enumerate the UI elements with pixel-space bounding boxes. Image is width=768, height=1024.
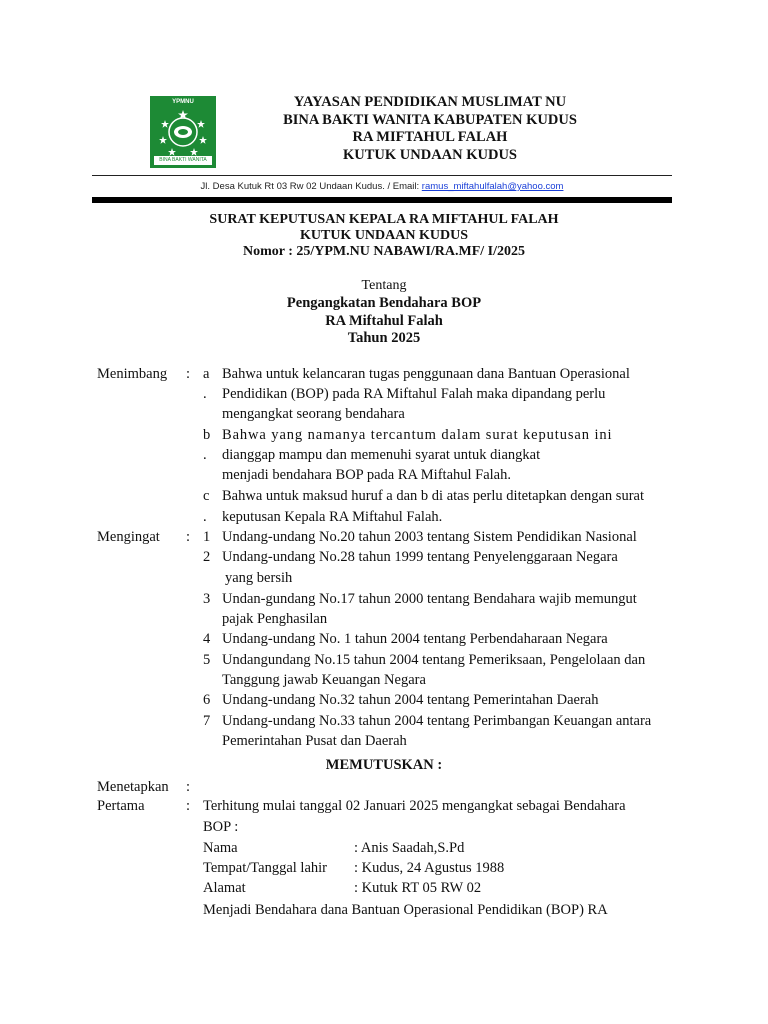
menimbang-c-line-2: keputusan Kepala RA Miftahul Falah. [222,509,443,525]
mengingat-5-line-1: Undangundang No.15 tahun 2004 tentang Pemeriksaan, Pengelolaan dan [222,652,646,668]
menimbang-marker-a: a [203,366,210,382]
menetapkan-label: Menetapkan [97,779,169,795]
mengingat-2-line-1: Undang-undang No.28 tahun 1999 tentang Penyelenggaraan Negara [222,549,618,565]
field-ttl-label: Tempat/Tanggal lahir [203,860,327,876]
pertama-line-1: Terhitung mulai tanggal 02 Januari 2025 mengangkat sebagai Bendahara [203,798,626,814]
mengingat-marker-7: 7 [203,713,211,729]
mengingat-1-line-1: Undang-undang No.20 tahun 2003 tentang Sistem Pendidikan Nasional [222,529,637,545]
email-link[interactable]: ramus_miftahulfalah@yahoo.com [421,181,564,192]
mengingat-3-line-1: Undan-gundang No.17 tahun 2000 tentang Bendahara wajib memungut [222,591,637,607]
mengingat-marker-3: 3 [203,591,211,607]
mengingat-4-line-1: Undang-undang No. 1 tahun 2004 tentang Perbendaharaan Negara [222,631,608,647]
address-text: Jl. Desa Kutuk Rt 03 Rw 02 Undaan Kudus. / Email: [200,181,422,192]
menimbang-b-line-3: menjadi bendahara BOP pada RA Miftahul Falah. [222,467,511,483]
mengingat-marker-1: 1 [203,529,211,545]
mengingat-5-line-2: Tanggung jawab Keuangan Negara [222,672,426,688]
letterhead-line-2: BINA BAKTI WANITA KABUPATEN KUDUS [283,111,577,128]
mengingat-label: Mengingat [97,529,160,545]
tentang-label: Tentang [361,278,407,293]
field-nama-value: : Anis Saadah,S.Pd [354,840,465,856]
menetapkan-colon: : [186,779,191,795]
menimbang-a-line-1: Bahwa untuk kelancaran tugas penggunaan dana Bantuan Operasional [222,366,630,382]
field-alamat-value: : Kutuk RT 05 RW 02 [354,880,482,896]
mengingat-colon: : [186,529,191,545]
menimbang-marker-b: b [203,427,211,443]
mengingat-6-line-1: Undang-undang No.32 tahun 2004 tentang Pemerintahan Daerah [222,692,599,708]
subject-line-1: Pengangkatan Bendahara BOP [286,295,482,311]
mengingat-marker-5: 5 [203,652,211,668]
decree-title [92,212,676,260]
letterhead-line-3: RA MIFTAHUL FALAH [352,129,508,145]
menimbang-a-line-3: mengangkat seorang bendahara [222,406,405,422]
pertama-last-line: Menjadi Bendahara dana Bantuan Operasional Pendidikan (BOP) RA [203,902,608,918]
menimbang-a-line-2: Pendidikan (BOP) pada RA Miftahul Falah maka dipandang perlu [222,386,606,402]
letterhead-line-1: YAYASAN PENDIDIKAN MUSLIMAT NU [293,94,567,110]
mengingat-marker-2: 2 [203,549,211,565]
field-nama-label: Nama [203,840,238,856]
menimbang-b-line-1: Bahwa yang namanya tercantum dalam surat keputusan ini [222,427,613,443]
pertama-line-2: BOP : [203,819,239,835]
menimbang-b-line-2: dianggap mampu dan memenuhi syarat untuk diangkat [222,447,541,463]
menimbang-dot: . [203,447,207,463]
letterhead [230,94,630,164]
menimbang-c-line-1: Bahwa untuk maksud huruf a dan b di atas perlu ditetapkan dengan surat [222,488,644,504]
logo-bottom-text: BINA BAKTI WANITA [154,156,212,165]
pertama-label: Pertama [97,798,145,814]
memutuskan-heading: MEMUTUSKAN : [325,757,443,773]
menimbang-label: Menimbang [97,366,168,382]
field-alamat-label: Alamat [203,880,246,896]
mengingat-3-line-2: pajak Penghasilan [222,611,328,627]
mengingat-7-line-1: Undang-undang No.33 tahun 2004 tentang Perimbangan Keuangan antara [222,713,652,729]
ypmnu-logo [150,96,216,168]
menimbang-marker-c: c [203,488,210,504]
menimbang-colon: : [186,366,191,382]
decree-title-line-2: KUTUK UNDAAN KUDUS [299,228,468,243]
address-line [92,181,672,192]
menimbang-dot: . [203,509,207,525]
mengingat-2-line-2: yang bersih [225,570,293,586]
decree-subject [92,295,676,348]
field-ttl-value: : Kudus, 24 Agustus 1988 [354,860,505,876]
header-divider-thick [92,197,672,203]
pertama-colon: : [186,798,191,814]
mengingat-marker-4: 4 [203,631,211,647]
logo-top-text: YPMNU [172,99,194,105]
menimbang-dot: . [203,386,207,402]
header-divider-thin [92,175,672,176]
letterhead-line-4: KUTUK UNDAAN KUDUS [342,146,517,163]
subject-line-3: Tahun 2025 [347,330,421,346]
subject-line-2: RA Miftahul Falah [325,312,443,329]
mengingat-7-line-2: Pemerintahan Pusat dan Daerah [222,733,407,749]
decree-number: Nomor : 25/YPM.NU NABAWI/RA.MF/ I/2025 [242,244,526,259]
decree-title-line-1: SURAT KEPUTUSAN KEPALA RA MIFTAHUL FALAH [209,212,559,227]
mengingat-marker-6: 6 [203,692,211,708]
